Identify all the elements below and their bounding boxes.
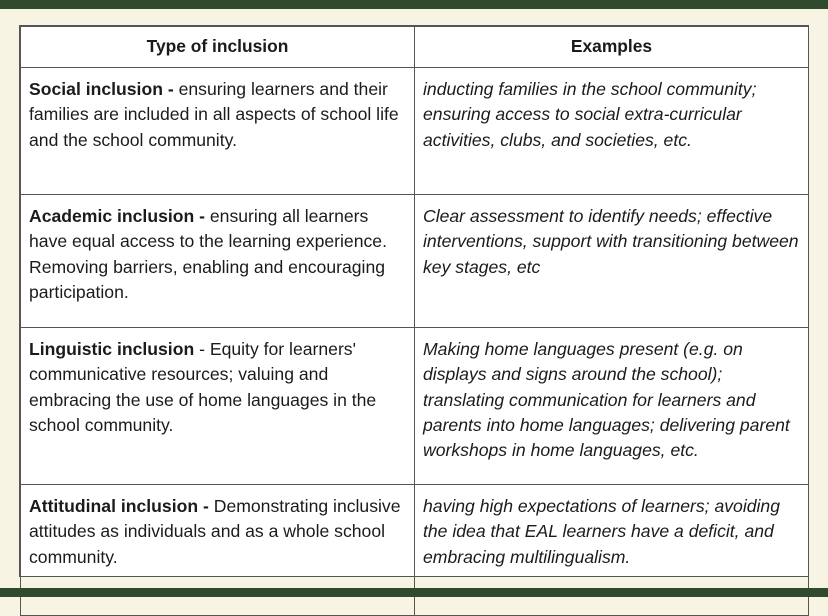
inclusion-term: Linguistic inclusion [29, 339, 195, 359]
table-row [21, 195, 809, 328]
examples-cell: inducting families in the school community; ensuring access to social extra-curricular activities, clubs, and societies, etc. [415, 68, 809, 195]
examples-cell: Clear assessment to identify needs; effective interventions, support with transitioning between key stages, etc [415, 195, 809, 328]
inclusion-description: ensuring learners and their families are included in all aspects of school life and the school community. [29, 79, 399, 150]
header-type-of-inclusion: Type of inclusion [21, 27, 415, 68]
inclusion-description: - Equity for learners' communicative resources; valuing and embracing the use of home languages in the school community. [29, 339, 377, 435]
table-row [21, 68, 809, 195]
top-border-bar [0, 0, 828, 9]
inclusion-description: ensuring all learners have equal access to the learning experience. Removing barriers, enabling and encouraging participation. [29, 206, 387, 302]
inclusion-term: Academic inclusion - [29, 206, 205, 226]
inclusion-term: Social inclusion - [29, 79, 174, 99]
inclusion-table [20, 26, 809, 616]
examples-cell: having high expectations of learners; avoiding the idea that EAL learners have a deficit, and embracing multilingualism. [415, 485, 809, 616]
inclusion-type-cell [21, 328, 415, 485]
bottom-border-bar [0, 588, 828, 597]
table-header-row [21, 27, 809, 68]
inclusion-table-frame [19, 25, 809, 577]
inclusion-type-cell [21, 195, 415, 328]
header-examples: Examples [415, 27, 809, 68]
inclusion-description: Demonstrating inclusive attitudes as individuals and as a whole school community. [29, 496, 401, 567]
inclusion-type-cell [21, 68, 415, 195]
table-row [21, 328, 809, 485]
inclusion-term: Attitudinal inclusion - [29, 496, 209, 516]
examples-cell: Making home languages present (e.g. on displays and signs around the school); translating communication for learners and parents into home languages; delivering parent workshops in home languages, etc. [415, 328, 809, 485]
